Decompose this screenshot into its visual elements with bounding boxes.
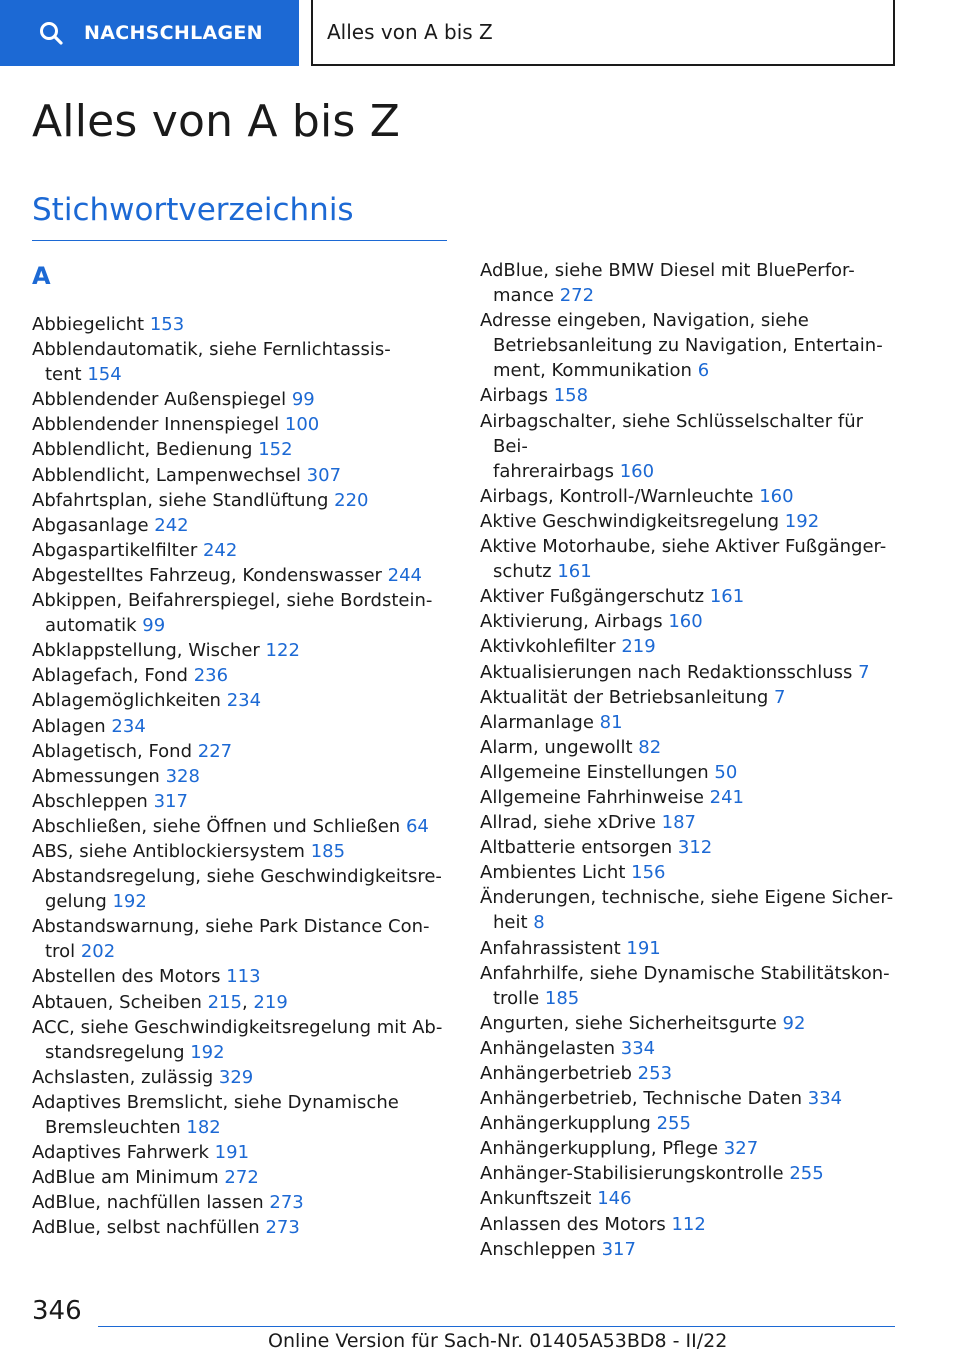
page-reference-link[interactable]: 161 xyxy=(709,586,745,608)
index-entry-text: mance xyxy=(493,285,554,307)
page-reference-link[interactable]: 272 xyxy=(559,285,595,307)
index-column-right xyxy=(480,258,900,1262)
index-entry-text: gelung xyxy=(45,891,107,913)
page-reference-link[interactable]: 241 xyxy=(709,786,745,808)
subtitle-divider xyxy=(32,240,447,241)
index-entry xyxy=(480,810,900,835)
index-entry xyxy=(32,437,452,462)
page-reference-link[interactable]: 191 xyxy=(626,937,661,959)
index-entry xyxy=(32,839,452,864)
page-number: 346 xyxy=(32,1296,82,1326)
index-entry-text: Anhängerkupplung xyxy=(480,1113,651,1135)
index-entry-text: Aktive Motorhaube, siehe Aktiver Fußgänger- xyxy=(480,536,887,558)
index-entry-text: Alarm, ungewollt xyxy=(480,736,633,758)
index-entry xyxy=(480,860,900,885)
index-entry xyxy=(480,1086,900,1111)
page-reference-link[interactable]: 160 xyxy=(619,460,655,482)
index-entry-text: ABS, siehe Antiblockiersystem xyxy=(32,840,305,862)
index-entry xyxy=(32,412,452,437)
index-entry-text: Anschleppen xyxy=(480,1238,596,1260)
index-entry: Abtauen, Scheiben 215, 219 xyxy=(32,991,288,1013)
index-entry xyxy=(480,936,900,961)
index-entry-text: Ablagemöglichkeiten xyxy=(32,690,221,712)
index-entry-text: Abblendautomatik, siehe Fernlichtassis- xyxy=(32,339,391,361)
index-entry-text: Abgestelltes Fahrzeug, Kondenswasser xyxy=(32,564,382,586)
page-reference-link[interactable]: 273 xyxy=(265,1217,300,1239)
index-entry-text: Allrad, siehe xDrive xyxy=(480,812,656,834)
page-reference-link[interactable]: 329 xyxy=(218,1066,254,1088)
index-entry-text: Anlassen des Motors xyxy=(480,1213,666,1235)
index-entry xyxy=(32,914,452,964)
page-reference-link[interactable]: 160 xyxy=(668,611,703,633)
page-reference-link[interactable]: 113 xyxy=(226,966,261,988)
page-reference-link[interactable]: 191 xyxy=(214,1142,250,1164)
index-entry-text: Adaptives Bremslicht, siehe Dynamische xyxy=(32,1091,399,1113)
index-list-left xyxy=(32,312,452,1240)
index-entry-text: Allgemeine Fahrhinweise xyxy=(480,786,704,808)
index-entry xyxy=(480,509,900,534)
page-reference-link[interactable]: 255 xyxy=(656,1113,691,1135)
index-entry-text: Abbiegelicht xyxy=(32,314,145,335)
page-reference-link[interactable]: 219 xyxy=(253,991,288,1013)
page-reference-link[interactable]: 327 xyxy=(723,1138,759,1160)
page-reference-link[interactable]: 146 xyxy=(597,1188,632,1210)
page-reference-link[interactable]: 64 xyxy=(405,815,429,837)
index-entry xyxy=(32,714,452,739)
section-label: NACHSCHLAGEN xyxy=(84,22,263,44)
page-reference-link[interactable]: 242 xyxy=(154,514,189,536)
page-reference-link[interactable]: 307 xyxy=(306,464,342,486)
index-entry-text: Abgasanlage xyxy=(32,514,149,536)
index-entry xyxy=(480,584,900,609)
index-entry-text: Anfahrhilfe, siehe Dynamische Stabilitätskon- xyxy=(480,962,890,984)
index-entry xyxy=(32,488,452,513)
index-entry xyxy=(480,1036,900,1061)
page-reference-link[interactable]: 244 xyxy=(387,564,423,586)
index-entry xyxy=(480,484,900,509)
index-entry-text: Abschleppen xyxy=(32,790,148,812)
page-reference-link[interactable]: 92 xyxy=(782,1012,806,1034)
page-reference-link[interactable]: 215 xyxy=(207,991,242,1013)
index-entry-text: Abblendlicht, Lampenwechsel xyxy=(32,464,301,486)
page-reference-link[interactable]: 253 xyxy=(637,1063,673,1084)
index-entry xyxy=(32,337,452,387)
index-entry xyxy=(480,885,900,935)
index-entry-text: Achslasten, zulässig xyxy=(32,1066,214,1088)
index-entry-text: Anhänger-Stabilisierungskontrolle xyxy=(480,1163,784,1185)
index-entry-text: Abtauen, Scheiben xyxy=(32,991,202,1013)
page-reference-link[interactable]: 112 xyxy=(671,1213,706,1235)
index-entry-text: Abklappstellung, Wischer xyxy=(32,640,260,662)
index-entry-text: fahrerairbags xyxy=(493,460,614,482)
index-column-left xyxy=(32,258,452,1240)
page-reference-link[interactable]: 6 xyxy=(697,360,710,382)
index-entry xyxy=(32,1065,452,1090)
page-reference-link[interactable]: 156 xyxy=(631,862,666,884)
index-entry xyxy=(32,663,452,688)
index-entry xyxy=(480,534,900,584)
index-entry-text: Abblendender Außenspiegel xyxy=(32,389,287,411)
index-entry-text: Abblendlicht, Bedienung xyxy=(32,439,253,461)
index-entry-text: Airbagschalter, siehe Schlüsselschalter für Bei- xyxy=(480,410,864,457)
index-entry-text: Aktiver Fußgängerschutz xyxy=(480,586,705,608)
index-entry-text: Abstandsregelung, siehe Geschwindigkeitsre- xyxy=(32,866,442,888)
index-entry-text: ment, Kommunikation xyxy=(493,360,692,382)
index-entry xyxy=(480,1212,900,1237)
index-entry xyxy=(480,685,900,710)
index-entry xyxy=(32,1165,452,1190)
page-reference-link[interactable]: 99 xyxy=(291,389,315,411)
index-entry-text: Aktivkohlefilter xyxy=(480,636,616,658)
index-entry xyxy=(32,588,452,638)
page-reference-link[interactable]: 236 xyxy=(193,665,229,687)
index-entry-text: schutz xyxy=(493,561,552,583)
index-entry xyxy=(480,609,900,634)
index-entry xyxy=(32,1140,452,1165)
index-entry-text: Allgemeine Einstellungen xyxy=(480,761,709,783)
index-entry xyxy=(480,634,900,659)
index-entry xyxy=(32,463,452,488)
footer-divider xyxy=(98,1326,895,1327)
index-entry xyxy=(480,258,900,308)
index-entry-text: Anhängelasten xyxy=(480,1037,616,1059)
index-entry xyxy=(32,1190,452,1215)
page-reference-link[interactable]: 50 xyxy=(714,761,738,783)
index-entry xyxy=(480,409,900,484)
index-entry-text: Anhängerbetrieb, Technische Daten xyxy=(480,1088,803,1110)
index-entry-text: Adaptives Fahrwerk xyxy=(32,1142,209,1164)
index-entry-text: Airbags, Kontroll-/Warnleuchte xyxy=(480,485,754,507)
index-entry xyxy=(480,760,900,785)
index-entry-text: Ambientes Licht xyxy=(480,862,626,884)
page-reference-link[interactable]: 242 xyxy=(202,539,238,561)
index-entry xyxy=(480,660,900,685)
index-entry xyxy=(32,739,452,764)
index-entry-text: Änderungen, technische, siehe Eigene Sicher- xyxy=(480,887,894,909)
index-entry xyxy=(480,1186,900,1211)
index-entry xyxy=(32,513,452,538)
index-entry xyxy=(32,1090,452,1140)
index-entry xyxy=(32,864,452,914)
index-list-right xyxy=(480,258,900,1262)
index-entry-text: Adresse eingeben, Navigation, siehe xyxy=(480,310,809,332)
page-reference-link[interactable]: 154 xyxy=(87,364,122,386)
index-entry xyxy=(32,814,452,839)
index-entry xyxy=(480,1061,900,1086)
index-entry xyxy=(480,1111,900,1136)
index-entry xyxy=(480,383,900,408)
index-entry-text: ACC, siehe Geschwindigkeitsregelung mit Ab- xyxy=(32,1016,443,1038)
page-reference-link[interactable]: 185 xyxy=(310,840,346,862)
index-entry xyxy=(32,638,452,663)
index-entry xyxy=(480,961,900,1011)
page-reference-link[interactable]: 152 xyxy=(258,439,293,461)
index-entry-text: Ablagefach, Fond xyxy=(32,665,188,687)
index-entry-text: Aktivierung, Airbags xyxy=(480,611,663,633)
index-entry-text: trol xyxy=(45,941,76,963)
index-entry-text: Abgaspartikelfilter xyxy=(32,539,198,561)
page-reference-link[interactable]: 317 xyxy=(601,1238,636,1260)
index-entry xyxy=(480,1011,900,1036)
index-entry xyxy=(480,785,900,810)
index-entry-text: Abschließen, siehe Öffnen und Schließen xyxy=(32,815,401,837)
index-entry-text: Ablagen xyxy=(32,715,106,737)
index-entry xyxy=(480,1161,900,1186)
index-entry-text: tent xyxy=(45,364,82,386)
index-entry-text: heit xyxy=(493,912,528,934)
index-entry-text: standsregelung xyxy=(45,1041,185,1063)
page-reference-link[interactable]: 328 xyxy=(165,765,200,787)
footer-text: Online Version für Sach-Nr. 01405A53BD8 - II/22 xyxy=(268,1330,728,1352)
page-reference-link[interactable]: 82 xyxy=(638,736,662,758)
index-entry-text: Betriebsanleitung zu Navigation, Entertain- xyxy=(493,335,883,357)
index-entry xyxy=(480,1237,900,1262)
page-reference-link[interactable]: 234 xyxy=(111,715,146,737)
page-reference-link[interactable]: 220 xyxy=(334,489,369,511)
page-reference-link[interactable]: 100 xyxy=(284,414,320,436)
index-entry-text: Abstellen des Motors xyxy=(32,966,221,988)
search-icon xyxy=(38,20,64,46)
index-entry xyxy=(32,538,452,563)
page-reference-link[interactable]: 182 xyxy=(186,1117,221,1138)
index-entry-text: Abkippen, Beifahrerspiegel, siehe Bordstein- xyxy=(32,590,433,612)
page-reference-link[interactable]: 192 xyxy=(190,1041,225,1063)
page-reference-link[interactable]: 153 xyxy=(149,314,185,335)
page-title: Alles von A bis Z xyxy=(32,96,401,147)
page-reference-link[interactable]: 273 xyxy=(269,1192,304,1214)
page-reference-link[interactable]: 8 xyxy=(533,912,545,934)
chapter-title-box xyxy=(311,0,895,66)
page-reference-link[interactable]: 312 xyxy=(677,837,713,859)
index-entry xyxy=(480,1136,900,1161)
index-entry-text: Anhängerkupplung, Pflege xyxy=(480,1138,719,1160)
index-entry xyxy=(32,563,452,588)
page-reference-link[interactable]: 7 xyxy=(858,661,870,683)
page-reference-link[interactable]: 272 xyxy=(224,1167,259,1189)
page-reference-link[interactable]: 334 xyxy=(620,1037,656,1059)
index-entry-text: Abfahrtsplan, siehe Standlüftung xyxy=(32,489,329,511)
page-reference-link[interactable]: 202 xyxy=(80,941,116,963)
index-entry-text: AdBlue, siehe BMW Diesel mit BluePerfor- xyxy=(480,260,855,281)
index-entry xyxy=(32,764,452,789)
page-reference-link[interactable]: 255 xyxy=(789,1163,824,1185)
index-entry xyxy=(32,1015,452,1065)
index-entry-text: Aktualisierungen nach Redaktionsschluss xyxy=(480,661,853,683)
index-entry-text: Abblendender Innenspiegel xyxy=(32,414,280,436)
index-entry xyxy=(32,964,452,989)
page-reference-link[interactable]: 219 xyxy=(621,636,656,658)
index-entry xyxy=(32,312,452,337)
section-letter: A xyxy=(32,262,51,290)
index-entry xyxy=(480,308,900,383)
index-entry xyxy=(32,789,452,814)
index-entry-text: Abstandswarnung, siehe Park Distance Con- xyxy=(32,916,430,938)
page-reference-link[interactable]: 81 xyxy=(599,711,623,733)
index-entry-text: trolle xyxy=(493,987,540,1009)
page-reference-link[interactable]: 185 xyxy=(544,987,580,1009)
index-entry-text: AdBlue am Minimum xyxy=(32,1167,219,1189)
index-entry-text: Abmessungen xyxy=(32,765,160,787)
index-entry xyxy=(32,1215,452,1240)
page-reference-link[interactable]: 317 xyxy=(153,790,188,812)
index-entry-text: Aktualität der Betriebsanleitung xyxy=(480,686,769,708)
page-reference-link[interactable]: 7 xyxy=(774,686,786,708)
index-entry-text: Airbags xyxy=(480,385,548,407)
index-entry xyxy=(480,835,900,860)
index-entry-text: Anfahrassistent xyxy=(480,937,621,959)
section-tab-nachschlagen[interactable] xyxy=(0,0,299,66)
page-reference-link[interactable]: 334 xyxy=(807,1088,843,1110)
page-reference-link[interactable]: 234 xyxy=(226,690,262,712)
index-entry-text: Ablagetisch, Fond xyxy=(32,740,193,762)
index-entry xyxy=(480,735,900,760)
page-reference-link[interactable]: 122 xyxy=(265,640,300,662)
index-entry xyxy=(480,710,900,735)
page-subtitle: Stichwortverzeichnis xyxy=(32,192,354,228)
index-entry-text: Aktive Geschwindigkeitsregelung xyxy=(480,510,780,532)
page-reference-link[interactable]: 160 xyxy=(759,485,794,507)
index-entry-text: Angurten, siehe Sicherheitsgurte xyxy=(480,1012,777,1034)
index-entry xyxy=(32,688,452,713)
index-entry-text: Altbatterie entsorgen xyxy=(480,837,673,859)
page-reference-link[interactable]: 158 xyxy=(553,385,589,407)
index-entry-text: Anhängerbetrieb xyxy=(480,1063,632,1084)
index-entry-text: AdBlue, selbst nachfüllen xyxy=(32,1217,260,1239)
index-entry-text: AdBlue, nachfüllen lassen xyxy=(32,1192,264,1214)
index-entry-text: Alarmanlage xyxy=(480,711,594,733)
page-reference-link[interactable]: 192 xyxy=(112,891,147,913)
page-reference-link[interactable]: 192 xyxy=(784,510,820,532)
page-reference-link[interactable]: 99 xyxy=(142,615,166,637)
page-reference-link[interactable]: 187 xyxy=(661,812,697,834)
chapter-title: Alles von A bis Z xyxy=(327,20,493,44)
page-reference-link[interactable]: 161 xyxy=(557,561,592,583)
index-entry-text: Ankunftszeit xyxy=(480,1188,592,1210)
page-reference-link[interactable]: 227 xyxy=(197,740,233,762)
index-entry xyxy=(32,387,452,412)
index-entry-text: automatik xyxy=(45,615,137,637)
index-entry-text: Bremsleuchten xyxy=(45,1117,181,1138)
